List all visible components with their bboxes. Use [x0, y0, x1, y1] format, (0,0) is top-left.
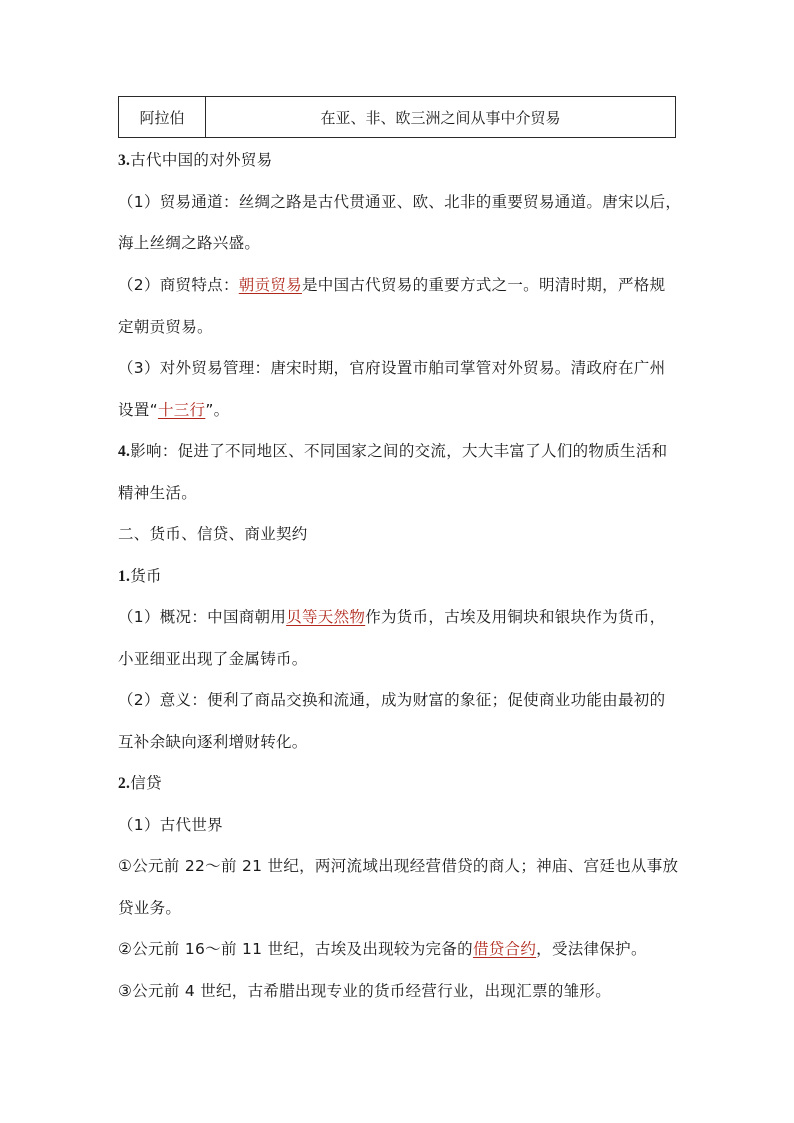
section-3-item-2-line-1: （2）商贸特点：朝贡贸易是中国古代贸易的重要方式之一。明清时期，严格规 [118, 276, 666, 294]
trade-table [118, 96, 676, 138]
term-thirteen-hongs: 十三行 [157, 401, 206, 419]
money-item-1-line-2: 小亚细亚出现了金属铸币。 [118, 650, 308, 668]
credit-point-1-line-1: ①公元前 22～前 21 世纪，两河流域出现经营借贷的商人；神庙、宫廷也从事放 [118, 857, 679, 875]
money-item-2-line-2: 互补余缺向逐利增财转化。 [118, 733, 308, 751]
money-item-2-line-1: （2）意义：便利了商品交换和流通，成为财富的象征；促使商业功能由最初的 [118, 691, 666, 709]
table-cell-description: 在亚、非、欧三洲之间从事中介贸易 [206, 97, 676, 138]
term-tribute-trade: 朝贡贸易 [238, 276, 302, 294]
section-3-item-1-line-1: （1）贸易通道：丝绸之路是古代贯通亚、欧、北非的重要贸易通道。唐宋以后， [118, 193, 682, 211]
table-row [119, 97, 676, 138]
part-2-heading: 二、货币、信贷、商业契约 [118, 525, 308, 543]
credit-point-2: ②公元前 16～前 11 世纪，古埃及出现较为完备的借贷合约，受法律保护。 [118, 940, 647, 958]
section-4-line-1: 4.影响：促进了不同地区、不同国家之间的交流，大大丰富了人们的物质生活和 [118, 442, 668, 460]
credit-heading: 2.信贷 [118, 774, 162, 792]
money-item-1-line-1: （1）概况：中国商朝用贝等天然物作为货币，古埃及用铜块和银块作为货币， [118, 608, 666, 626]
section-3-item-1-line-2: 海上丝绸之路兴盛。 [118, 234, 261, 252]
section-3-item-3-line-1: （3）对外贸易管理：唐宋时期，官府设置市舶司掌管对外贸易。清政府在广州 [118, 359, 666, 377]
table-cell-region: 阿拉伯 [119, 97, 206, 138]
term-natural-objects: 贝等天然物 [286, 608, 366, 626]
section-3-item-2-line-2: 定朝贡贸易。 [118, 318, 213, 336]
credit-point-3: ③公元前 4 世纪，古希腊出现专业的货币经营行业，出现汇票的雏形。 [118, 982, 612, 1000]
term-loan-contract: 借贷合约 [472, 940, 537, 958]
section-3-heading: 3.古代中国的对外贸易 [118, 151, 273, 169]
credit-point-1-line-2: 贷业务。 [118, 899, 182, 917]
section-4-line-2: 精神生活。 [118, 484, 198, 502]
money-heading: 1.货币 [118, 567, 162, 585]
section-3-item-3-line-2: 设置“十三行”。 [118, 401, 230, 419]
credit-subheading: （1）古代世界 [118, 816, 223, 834]
